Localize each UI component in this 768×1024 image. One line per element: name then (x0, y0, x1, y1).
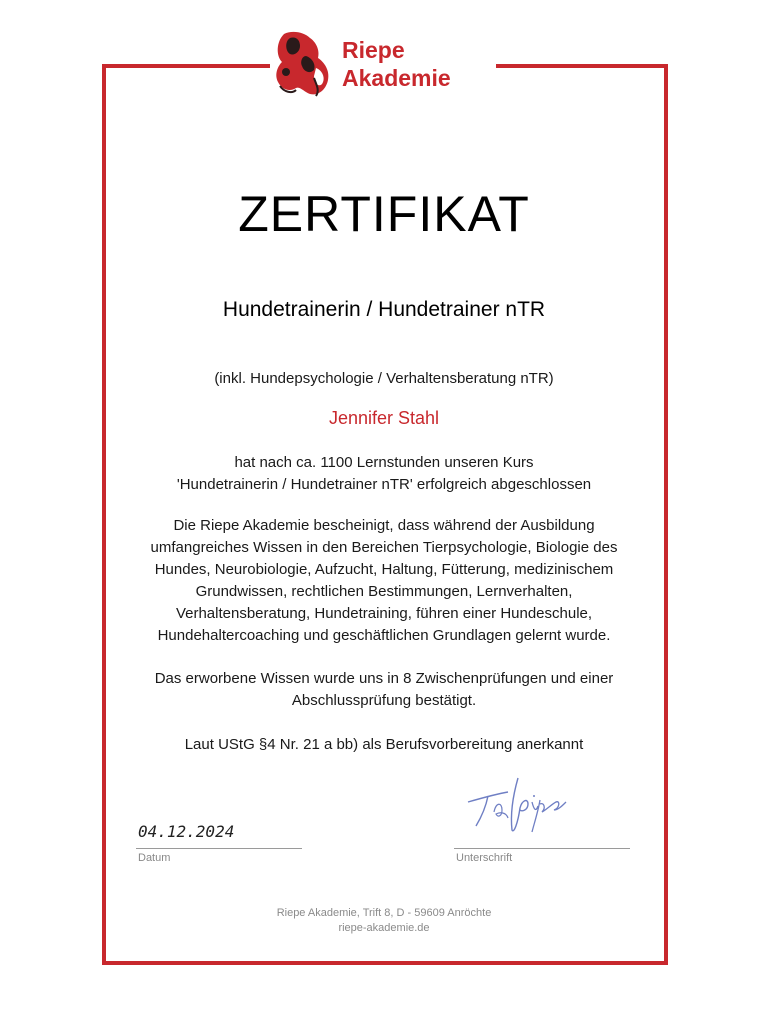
description-line: Die Riepe Akademie bescheinigt, dass während der Ausbildung (173, 517, 595, 534)
date-value: 04.12.2024 (138, 822, 235, 841)
description-line: umfangreiches Wissen in den Bereichen Tierpsychologie, Biologie des (150, 539, 618, 556)
logo-line-1: Riepe (342, 37, 405, 63)
recognition-statement: Laut UStG §4 Nr. 21 a bb) als Berufsvorbereitung anerkannt (184, 736, 584, 753)
dog-silhouette-icon (270, 28, 336, 100)
logo-wordmark (342, 36, 451, 92)
date-line (136, 848, 302, 849)
signature-line (454, 848, 630, 849)
course-name: Hundetrainerin / Hundetrainer nTR (222, 298, 546, 321)
logo-line-2: Akademie (342, 65, 451, 91)
footer-address: Riepe Akademie, Trift 8, D - 59609 Anröchte (276, 907, 492, 919)
exam-statement (0, 668, 768, 712)
description-paragraph (0, 515, 768, 647)
completion-line: 'Hundetrainerin / Hundetrainer nTR' erfolgreich abgeschlossen (176, 476, 592, 493)
description-line: Verhaltensberatung, Hundetraining, führen einer Hundeschule, (175, 605, 593, 622)
recipient-name: Jennifer Stahl (328, 408, 440, 428)
completion-statement (0, 452, 768, 496)
riepe-akademie-logo (270, 26, 496, 102)
handwritten-signature (462, 772, 582, 842)
date-label: Datum (138, 852, 171, 864)
description-line: Grundwissen, rechtlichen Bestimmungen, Lernverhalten, (195, 583, 573, 600)
description-line: Hundes, Neurobiologie, Aufzucht, Haltung, Fütterung, medizinischem (154, 561, 614, 578)
exam-line: Das erworbene Wissen wurde uns in 8 Zwischenprüfungen und einer (154, 670, 614, 687)
signature-label: Unterschrift (456, 852, 513, 864)
course-inclusion: (inkl. Hundepsychologie / Verhaltensberatung nTR) (214, 370, 554, 387)
completion-line: hat nach ca. 1100 Lernstunden unseren Kurs (234, 454, 534, 471)
footer-website: riepe-akademie.de (338, 922, 430, 934)
description-line: Hundehaltercoaching und geschäftlichen Grundlagen gelernt wurde. (157, 627, 611, 644)
certificate-title: ZERTIFIKAT (238, 186, 530, 242)
exam-line: Abschlussprüfung bestätigt. (291, 692, 477, 709)
footer (0, 906, 768, 936)
